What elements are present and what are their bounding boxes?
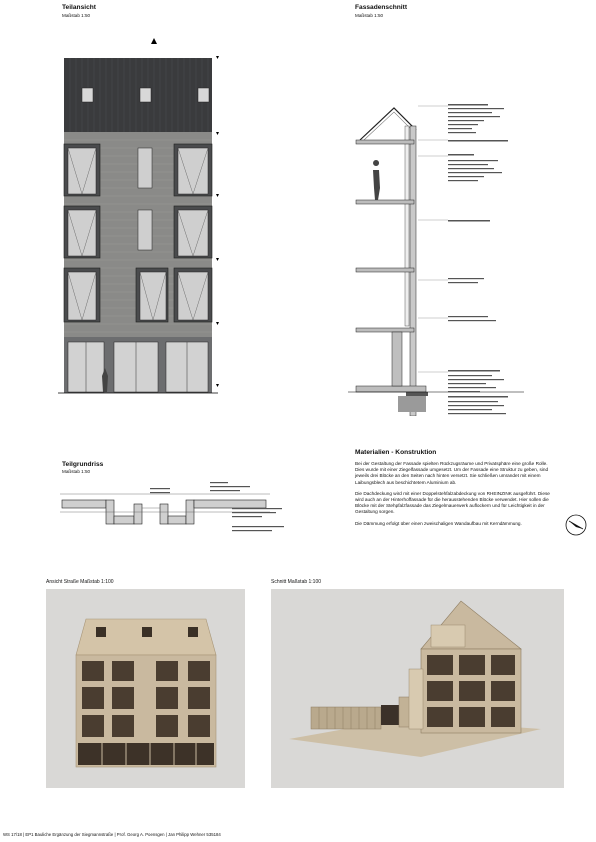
model-street-photo	[46, 589, 245, 788]
footer-text: WS 17/18 | EP1 Bauliche Ergänzung der Siegmannstraße | Prof. Georg A. Poensgen | Jan Philipp Wehner 535184	[3, 832, 221, 837]
model-street-caption: Ansicht Straße Maßstab 1:100	[46, 579, 114, 585]
elevation-scale: Maßstab 1:50	[62, 13, 91, 18]
plan-drawing	[60, 478, 290, 548]
plan-title: Teilgrundriss	[62, 461, 104, 468]
materials-paragraph-1: Bei der Gestaltung der Fassade spielten Rückzugsräume und Privatsphäre eine große Rolle. Dies wurde mit einer Ziegelfassade umgesetzt. Um der Fassade eine Struktur zu geben, sind jeweils drei Blöcke an den Seiten nach hinten versetzt. Sie schließen umrandet mit einem Laibungsblech aus beschichtetem Aluminium ab.	[355, 461, 549, 485]
section-title: Fassadenschnitt	[355, 4, 408, 11]
materials-text	[355, 461, 553, 532]
section-scale: Maßstab 1:50	[355, 13, 384, 18]
section-drawing	[348, 96, 528, 416]
model-section-caption: Schnitt Maßstab 1:100	[271, 579, 322, 585]
elevation-drawing	[58, 36, 243, 406]
model-section-photo	[271, 589, 564, 788]
materials-title: Materialien - Konstruktion	[355, 449, 437, 456]
model-street-image	[46, 589, 245, 788]
materials-paragraph-2: Die Dachdeckung wird mit einer Doppelstehfalzabdeckung von RHEINZINK ausgeführt. Diese wird auch an der Hinterhoffassade für die herausstehenden Blöcke verwendet. Hier sollen die Blöcke mit der Stehpfalzfassade das Ziegelmauerwerk auflockern und für Leichtigkeit in der Gestaltung sorgen.	[355, 490, 550, 515]
model-section-image	[271, 589, 564, 788]
materials-paragraph-3: Die Dämmung erfolgt über einen zweischaligen Wandaufbau mit Kerndämmung.	[355, 520, 522, 526]
elevation-title: Teilansicht	[62, 4, 96, 11]
north-arrow-icon	[564, 513, 588, 537]
plan-scale: Maßstab 1:50	[62, 469, 91, 474]
